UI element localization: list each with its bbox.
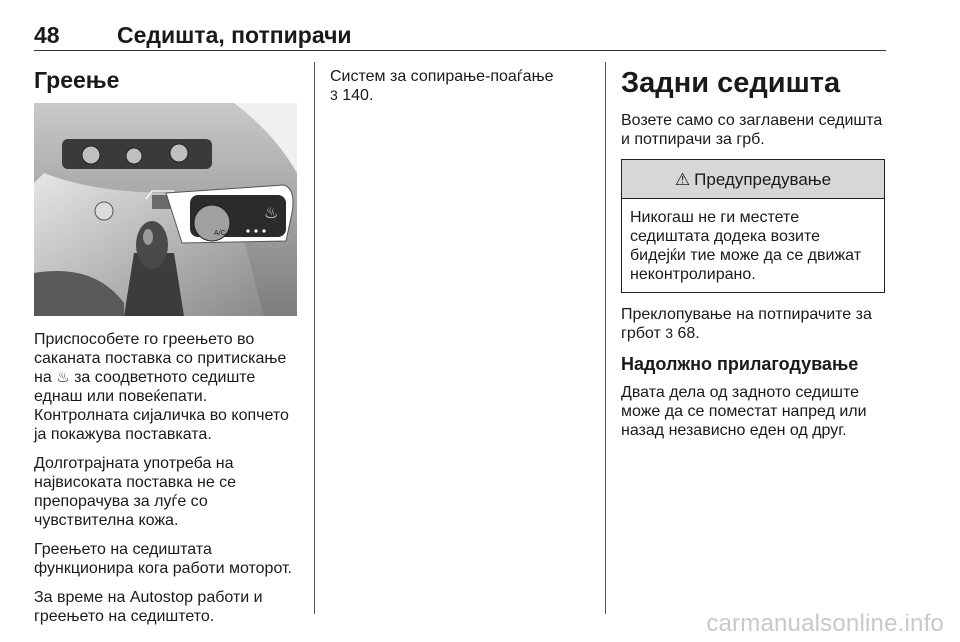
seat-heat-icon: ♨: [56, 369, 70, 386]
console-photo: [34, 103, 297, 316]
section-heading-rear-seats: Задни седишта: [621, 67, 841, 99]
warning-text: Никогаш не ги местете седиштата додека возите бидејќи тие може да се движат неконтролирано.: [630, 209, 862, 283]
longitudinal-text: Двата дела од задното седиште може да се поместат напред или назад независно еден од друг.: [621, 384, 867, 439]
paragraph-autostop: За време на Autostop работи и греењето на седиштето.: [34, 589, 263, 625]
stop-start-reference[interactable]: [330, 67, 590, 105]
paragraph-engine-running: Греењето на седиштата функционира кога работи моторот.: [34, 541, 292, 577]
chapter-title: Седишта, потпирачи: [117, 22, 352, 48]
stop-start-text: Систем за сопирање-поаѓање: [330, 68, 554, 85]
column-divider-right: [605, 62, 606, 614]
paragraph-adjust: Приспособете го греењето во саканата поставка со притискање на ♨ за соодветното седиште еднаш или повеќепати. Контролната сијаличка во копчето ја покажува поставката.: [34, 331, 289, 443]
warning-box: [621, 159, 885, 293]
page-ref-arrow-icon: 3: [330, 87, 338, 103]
page-ref-number: 140.: [342, 87, 374, 104]
section-heading-heating: Греење: [34, 67, 120, 93]
seat-heat-symbol: ♨: [264, 203, 279, 222]
ac-label: A/C: [214, 230, 226, 237]
page-header: [34, 22, 886, 50]
page-ref-arrow-icon: 3: [665, 325, 674, 341]
header-rule: [34, 50, 886, 51]
rear-seats-intro: Возете само со заглавени седишта и потпирачи за грб.: [621, 112, 883, 148]
page-number: 48: [34, 22, 60, 48]
paragraph-sensitive-skin: Долготрајната употреба на највисоката поставка не се препорачува за луѓе со чувствителна кожа.: [34, 455, 237, 529]
left-column: [34, 66, 300, 636]
watermark: carmanualsonline.info: [706, 610, 944, 637]
column-divider-left: [314, 62, 315, 614]
warning-triangle-icon: ⚠: [674, 169, 691, 189]
middle-column: [330, 67, 590, 105]
console-illustration: [34, 103, 297, 316]
warning-header: [622, 160, 884, 199]
warning-title: Предупредување: [694, 169, 832, 189]
subheading-longitudinal: Надолжно прилагодување: [621, 354, 859, 374]
right-column: [621, 66, 887, 450]
fold-backrest-reference[interactable]: Преклопување на потпирачите за грбот 3 68.: [621, 306, 872, 342]
